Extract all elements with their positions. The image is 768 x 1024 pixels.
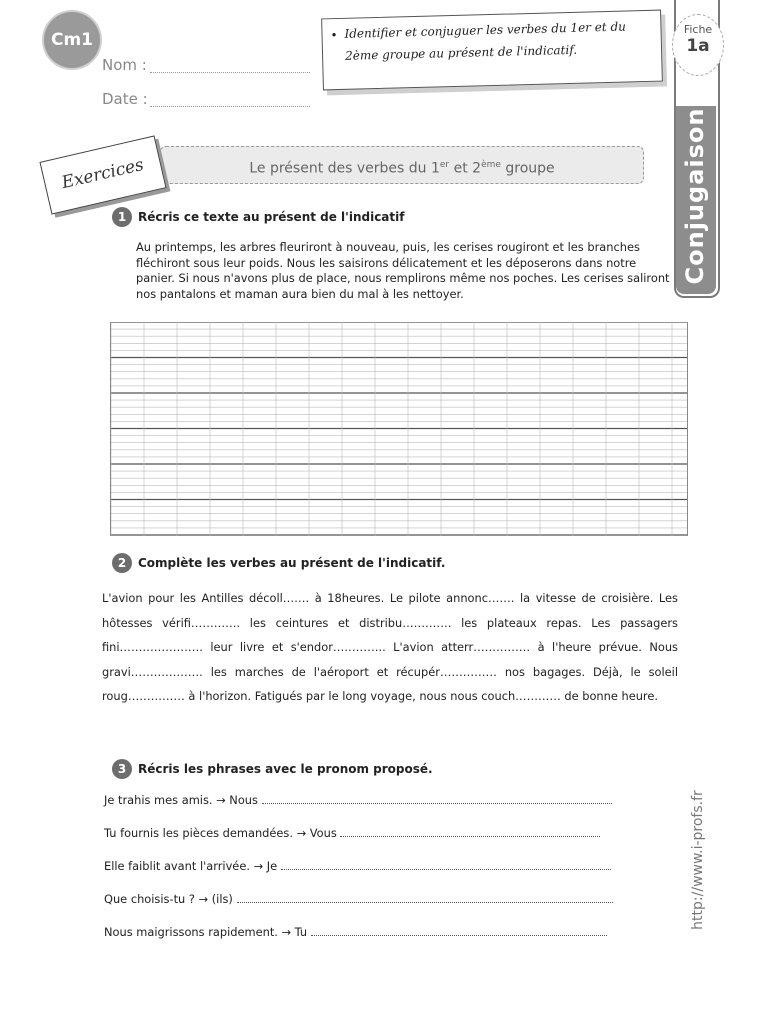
fiche-number: 1a <box>686 36 710 56</box>
exercise-number: 2 <box>112 553 132 573</box>
exercise-2-instruction: Complète les verbes au présent de l'indicatif. <box>138 556 446 570</box>
level-badge: Cm1 <box>44 12 100 68</box>
exercices-card: Exercices <box>39 135 166 214</box>
grid-lines <box>111 322 687 536</box>
date-label: Date : <box>102 90 148 108</box>
exercise-number: 1 <box>112 207 132 227</box>
name-field[interactable] <box>150 58 310 73</box>
answer-line[interactable] <box>237 892 613 903</box>
exercise-3-header <box>112 758 433 779</box>
answer-line[interactable] <box>281 859 611 870</box>
sentence-row: Que choisis-tu ? → (ils) <box>104 892 613 906</box>
answer-line[interactable] <box>311 925 607 936</box>
bullet-icon: • <box>330 28 338 43</box>
objective-text: Identifier et conjuguer les verbes du 1er et du 2ème groupe au présent de l'indicatif. <box>344 19 627 63</box>
sentence-row: Elle faiblit avant l'arrivée. → Je <box>104 859 611 873</box>
exercise-2-header <box>112 552 445 573</box>
fiche-label: Fiche <box>683 23 713 36</box>
exercise-3-instruction: Récris les phrases avec le pronom proposé. <box>138 762 433 776</box>
answer-line[interactable] <box>340 826 600 837</box>
exercise-number: 3 <box>112 759 132 779</box>
exercise-1-instruction: Récris ce texte au présent de l'indicatif <box>138 210 405 224</box>
objective-box <box>321 10 663 91</box>
answer-line[interactable] <box>262 793 612 804</box>
sentence-row: Nous maigrissons rapidement. → Tu <box>104 925 607 939</box>
exercise-1-header <box>112 206 404 227</box>
name-label: Nom : <box>102 56 147 74</box>
date-field[interactable] <box>150 92 310 107</box>
writing-grid[interactable] <box>110 322 688 536</box>
sentence-row: Je trahis mes amis. → Nous <box>104 793 612 807</box>
subject-label: Conjugaison <box>681 107 709 285</box>
exercise-2-text: L'avion pour les Antilles décoll……. à 18heures. Le pilote annonc……. la vitesse de croisière. Les hôtesses vérifi…………. les ceintures et distribu…………. les plateaux repas. Les passagers fini…………………. leur livre et s'endor………….. L'avion atterr…………… à l'heure prévue. Nous gravi………………. les marches de l'aéroport et récupér…………… nos bagages. Déjà, le soleil roug…………… à l'horizon. Fatigués par le long voyage, nous nous couch………… de bonne heure. <box>102 591 678 703</box>
lesson-title: Le présent des verbes du 1er et 2ème groupe <box>160 146 644 184</box>
fiche-badge <box>672 14 724 76</box>
sentence-row: Tu fournis les pièces demandées. → Vous <box>104 826 600 840</box>
exercise-1-text: Au printemps, les arbres fleuriront à nouveau, puis, les cerises rougiront et les branches fléchiront sous leur poids. Nous les saisirons délicatement et les déposerons dans notre panier. Si nous n'avons plus de place, nous remplirons même nos poches. Les cerises saliront nos pantalons et maman aura bien du mal à les nettoyer. <box>136 240 670 301</box>
source-url: http://www.i-profs.fr <box>690 790 706 930</box>
